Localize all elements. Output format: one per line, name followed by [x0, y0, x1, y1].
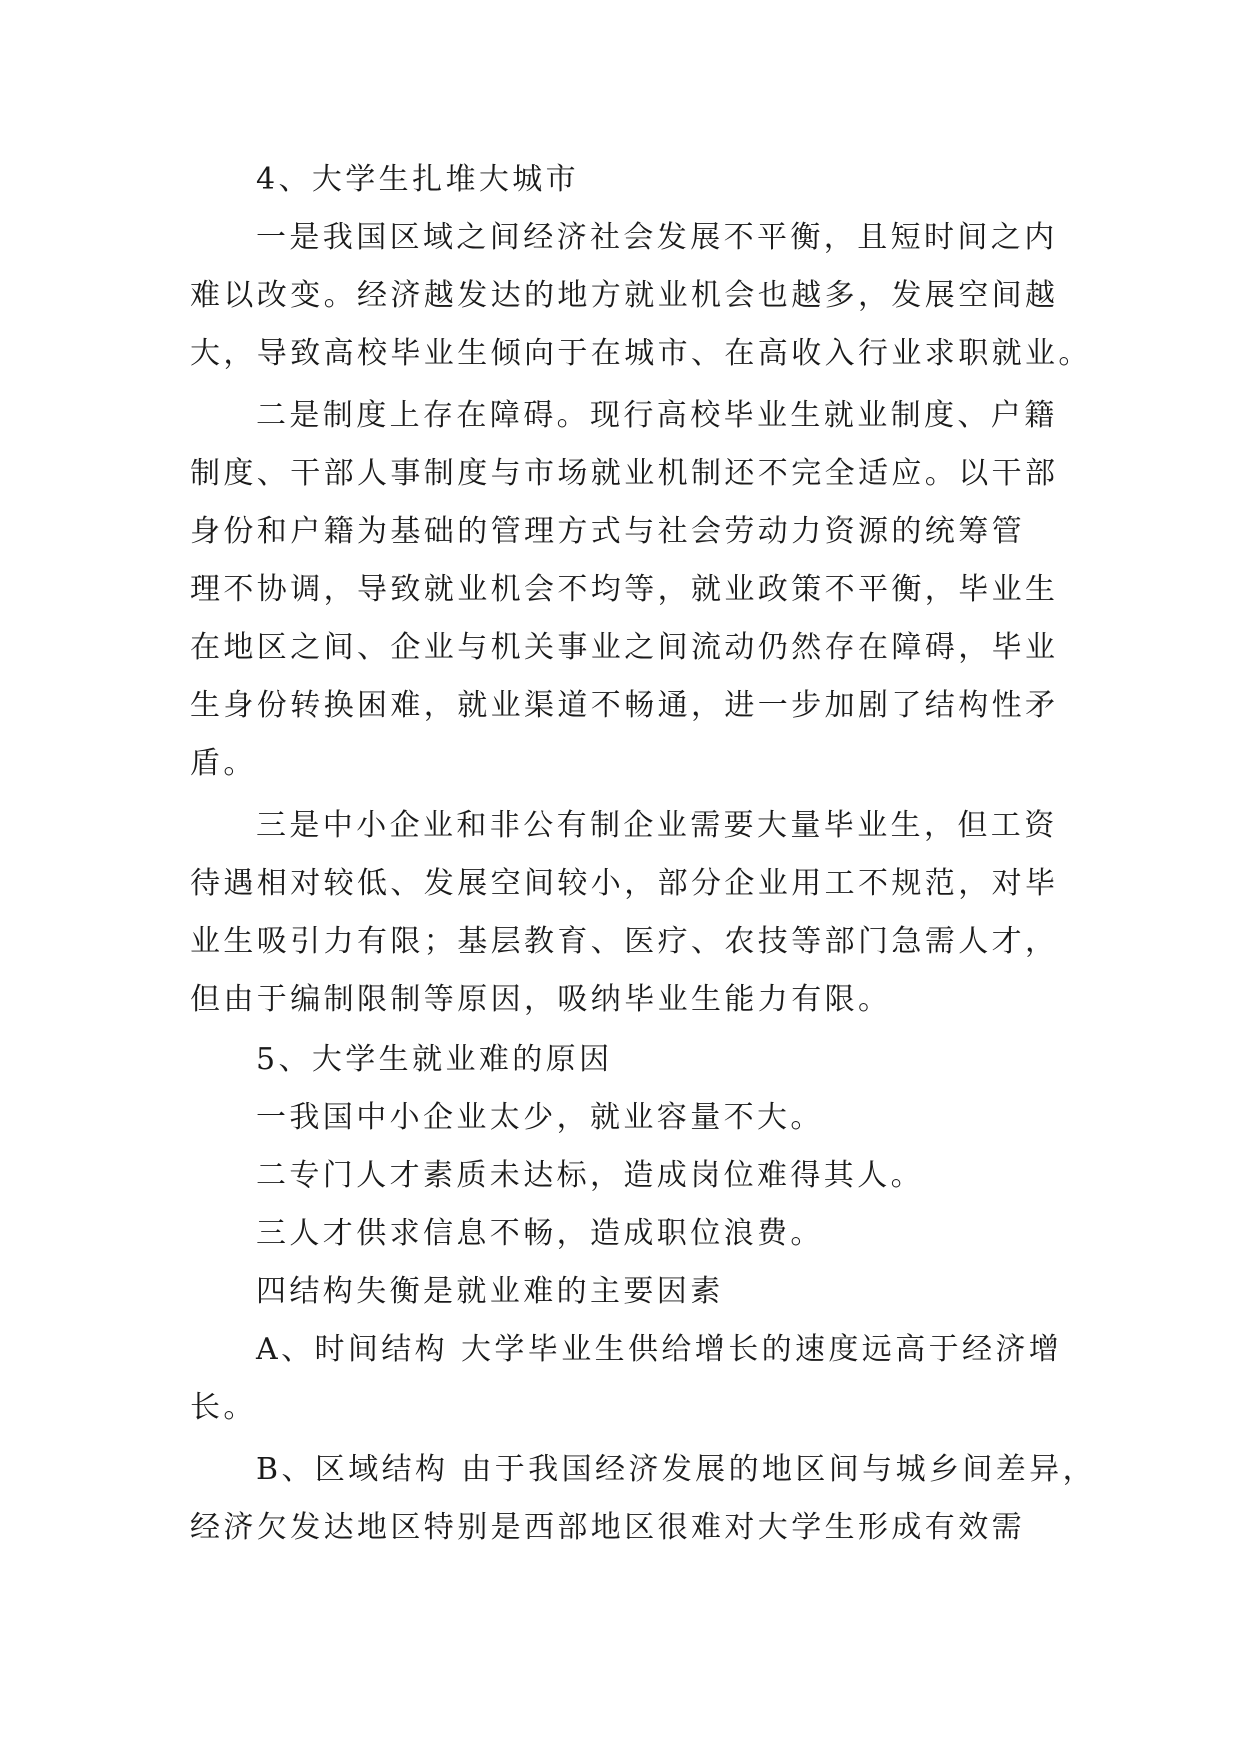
- paragraph-line: 大，导致高校毕业生倾向于在城市、在高收入行业求职就业。: [190, 336, 1092, 371]
- paragraph-line: 在地区之间、企业与机关事业之间流动仍然存在障碍，毕业: [190, 630, 1059, 665]
- paragraph-line: 经济欠发达地区特别是西部地区很难对大学生形成有效需: [190, 1510, 1025, 1545]
- paragraph-line: 长。: [190, 1390, 257, 1425]
- heading-4: 4、大学生扎堆大城市: [256, 162, 580, 197]
- paragraph-line: 盾。: [190, 746, 257, 781]
- list-item: 四结构失衡是就业难的主要因素: [256, 1274, 724, 1309]
- paragraph-line: A、时间结构 大学毕业生供给增长的速度远高于经济增: [256, 1332, 1063, 1367]
- list-item: 二专门人才素质未达标，造成岗位难得其人。: [256, 1158, 924, 1193]
- list-item: 三人才供求信息不畅，造成职位浪费。: [256, 1216, 824, 1251]
- paragraph-line: 业生吸引力有限；基层教育、医疗、农技等部门急需人才，: [190, 924, 1059, 959]
- paragraph-line: 但由于编制限制等原因，吸纳毕业生能力有限。: [190, 982, 892, 1017]
- paragraph-line: 难以改变。经济越发达的地方就业机会也越多，发展空间越: [190, 278, 1059, 313]
- list-item: 一我国中小企业太少，就业容量不大。: [256, 1100, 824, 1135]
- paragraph-line: 待遇相对较低、发展空间较小，部分企业用工不规范，对毕: [190, 866, 1059, 901]
- paragraph-line: 二是制度上存在障碍。现行高校毕业生就业制度、户籍: [256, 398, 1058, 433]
- paragraph-line: 身份和户籍为基础的管理方式与社会劳动力资源的统筹管: [190, 514, 1025, 549]
- paragraph-line: 理不协调，导致就业机会不均等，就业政策不平衡，毕业生: [190, 572, 1059, 607]
- paragraph-line: 制度、干部人事制度与市场就业机制还不完全适应。以干部: [190, 456, 1059, 491]
- paragraph-line: B、区域结构 由于我国经济发展的地区间与城乡间差异，: [256, 1452, 1096, 1487]
- paragraph-line: 三是中小企业和非公有制企业需要大量毕业生，但工资: [256, 808, 1058, 843]
- paragraph-line: 一是我国区域之间经济社会发展不平衡，且短时间之内: [256, 220, 1058, 255]
- heading-5: 5、大学生就业难的原因: [256, 1042, 613, 1077]
- paragraph-line: 生身份转换困难，就业渠道不畅通，进一步加剧了结构性矛: [190, 688, 1059, 723]
